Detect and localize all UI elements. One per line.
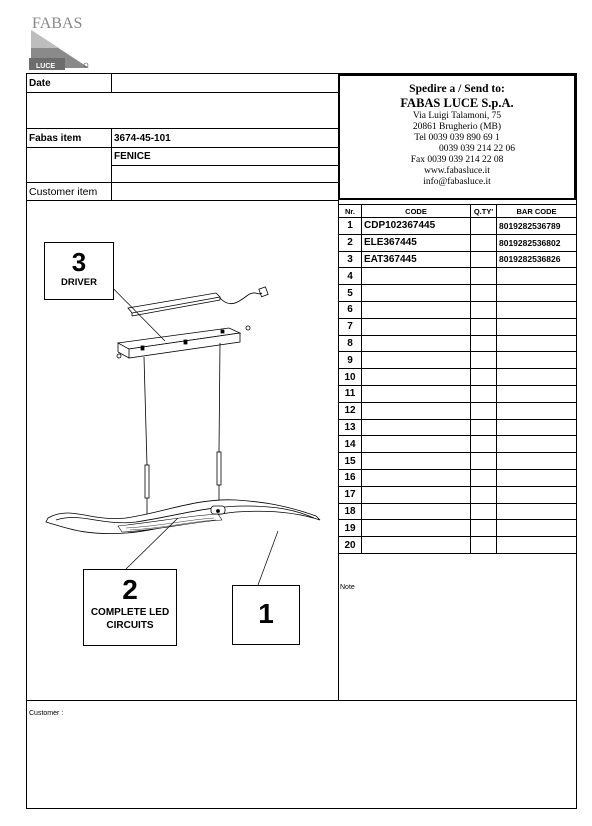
ceiling-plate	[128, 293, 220, 313]
header-nr: Nr.	[339, 205, 362, 218]
table-row	[339, 335, 577, 352]
lamp-body	[46, 500, 320, 534]
callout-number: 3	[71, 247, 87, 277]
row-barcode	[497, 335, 577, 352]
row-number: 10	[339, 369, 362, 386]
row-qty	[471, 318, 497, 335]
row-number: 14	[339, 436, 362, 453]
divider	[26, 700, 577, 701]
row-number: 6	[339, 301, 362, 318]
website-line: www.fabasluce.it	[424, 166, 490, 176]
row-qty	[471, 520, 497, 537]
row-number: 16	[339, 469, 362, 486]
callout-number: 1	[258, 598, 274, 629]
row-number: 15	[339, 453, 362, 470]
row-number: 20	[339, 537, 362, 554]
phone-line: 0039 039 214 22 06	[439, 144, 515, 154]
row-code	[362, 402, 471, 419]
row-code	[362, 537, 471, 554]
row-code	[362, 301, 471, 318]
divider	[26, 182, 338, 183]
row-qty	[471, 436, 497, 453]
row-number: 19	[339, 520, 362, 537]
row-number: 4	[339, 268, 362, 285]
row-number: 18	[339, 503, 362, 520]
table-row	[339, 520, 577, 537]
table-row	[339, 251, 577, 268]
row-barcode	[497, 301, 577, 318]
callout-text: DRIVER	[61, 277, 97, 288]
table-row	[339, 419, 577, 436]
row-barcode	[497, 369, 577, 386]
row-barcode	[497, 436, 577, 453]
row-barcode: 8019282536789	[497, 218, 577, 235]
table-row	[339, 385, 577, 402]
row-code	[362, 335, 471, 352]
row-barcode	[497, 520, 577, 537]
row-qty	[471, 453, 497, 470]
row-barcode	[497, 419, 577, 436]
row-qty	[471, 335, 497, 352]
row-qty	[471, 301, 497, 318]
row-qty	[471, 234, 497, 251]
ship-to-heading: Spedire a / Send to:	[409, 83, 505, 95]
row-code	[362, 469, 471, 486]
row-qty	[471, 285, 497, 302]
address-line: 20861 Brugherio (MB)	[412, 122, 502, 132]
row-code	[362, 453, 471, 470]
row-number: 2	[339, 234, 362, 251]
row-code: EAT367445	[362, 251, 471, 268]
item-code: 3674-45-101	[114, 133, 171, 144]
callout-text: COMPLETE LED CIRCUITS	[90, 607, 170, 631]
table-row	[339, 234, 577, 251]
table-row	[339, 352, 577, 369]
logo-sub: LUCE	[36, 63, 56, 70]
row-code	[362, 486, 471, 503]
row-code	[362, 369, 471, 386]
row-number: 3	[339, 251, 362, 268]
row-qty	[471, 352, 497, 369]
row-number: 8	[339, 335, 362, 352]
row-qty	[471, 385, 497, 402]
row-barcode: 8019282536826	[497, 251, 577, 268]
callout-led-circuits	[83, 569, 177, 646]
table-row	[339, 537, 577, 554]
row-barcode	[497, 537, 577, 554]
row-code: ELE367445	[362, 234, 471, 251]
row-number: 13	[339, 419, 362, 436]
callout-number: 2	[122, 574, 138, 605]
row-qty	[471, 469, 497, 486]
row-code: CDP102367445	[362, 218, 471, 235]
row-code	[362, 520, 471, 537]
codes-table	[338, 204, 577, 554]
row-barcode	[497, 469, 577, 486]
row-code	[362, 352, 471, 369]
row-number: 5	[339, 285, 362, 302]
table-header-row	[339, 205, 577, 218]
row-barcode	[497, 486, 577, 503]
table-row	[339, 268, 577, 285]
note-label: Note	[340, 584, 355, 591]
row-qty	[471, 251, 497, 268]
row-qty	[471, 486, 497, 503]
header-qty: Q.TY'	[471, 205, 497, 218]
row-code	[362, 503, 471, 520]
row-qty	[471, 419, 497, 436]
row-code	[362, 385, 471, 402]
divider	[111, 165, 338, 166]
table-row	[339, 285, 577, 302]
row-barcode	[497, 402, 577, 419]
table-row	[339, 218, 577, 235]
row-barcode	[497, 453, 577, 470]
row-barcode	[497, 352, 577, 369]
divider	[111, 73, 112, 92]
row-barcode	[497, 268, 577, 285]
row-qty	[471, 537, 497, 554]
address-line: Via Luigi Talamoni, 75	[412, 111, 502, 121]
date-label: Date	[29, 78, 51, 89]
row-qty	[471, 218, 497, 235]
divider	[111, 128, 112, 200]
divider	[26, 128, 338, 129]
row-number: 17	[339, 486, 362, 503]
table-row	[339, 402, 577, 419]
row-qty	[471, 369, 497, 386]
row-qty	[471, 503, 497, 520]
row-barcode: 8019282536802	[497, 234, 577, 251]
header-code: CODE	[362, 205, 471, 218]
fax-line: Fax 0039 039 214 22 08	[410, 155, 504, 165]
table-row	[339, 301, 577, 318]
header-barcode: BAR CODE	[497, 205, 577, 218]
row-barcode	[497, 318, 577, 335]
row-code	[362, 436, 471, 453]
phone-line: Tel 0039 039 890 69 1	[414, 133, 500, 143]
fabas-item-label: Fabas item	[29, 133, 82, 144]
divider	[26, 92, 338, 93]
email-line: info@fabasluce.it	[423, 177, 491, 187]
row-number: 9	[339, 352, 362, 369]
item-name: FENICE	[114, 151, 151, 162]
row-barcode	[497, 503, 577, 520]
ship-to-box	[338, 74, 576, 200]
table-row	[339, 453, 577, 470]
row-number: 1	[339, 218, 362, 235]
row-code	[362, 268, 471, 285]
row-code	[362, 318, 471, 335]
divider	[26, 147, 338, 148]
ship-to-company: FABAS LUCE S.p.A.	[400, 96, 514, 110]
table-row	[339, 318, 577, 335]
row-number: 11	[339, 385, 362, 402]
row-code	[362, 285, 471, 302]
table-row	[339, 486, 577, 503]
callout-lamp-body	[232, 585, 300, 645]
row-barcode	[497, 285, 577, 302]
customer-item-label: Customer item	[29, 186, 98, 198]
logo-brand: FABAS	[32, 15, 83, 32]
fabas-luce-logo	[29, 8, 91, 70]
customer-label: Customer :	[29, 710, 64, 717]
table-row	[339, 469, 577, 486]
row-number: 12	[339, 402, 362, 419]
row-code	[362, 419, 471, 436]
row-qty	[471, 268, 497, 285]
row-number: 7	[339, 318, 362, 335]
table-row	[339, 503, 577, 520]
table-row	[339, 436, 577, 453]
callout-driver	[44, 242, 114, 300]
table-row	[339, 369, 577, 386]
row-qty	[471, 402, 497, 419]
row-barcode	[497, 385, 577, 402]
